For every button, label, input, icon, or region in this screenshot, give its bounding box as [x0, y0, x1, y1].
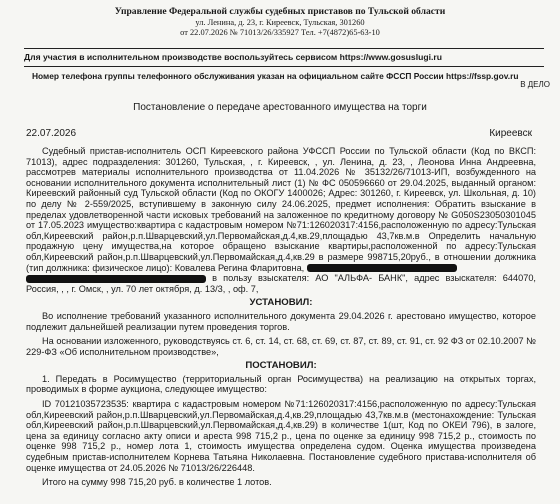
divider — [24, 48, 544, 49]
letterhead — [12, 6, 548, 38]
paragraph-property: ID 70121035723535: квартира с кадастровым номером №71:126020317:4156,расположенную по адресу:Тульская обл,Киреевский район,р.п.Шварцевский,ул.Первомайская,д.4,кв.29,площадью 43,7кв.м.в (местонахождение: Тульская обл,Киреевский район,р.п.Шварцевский,ул.Первомайская,д.4,кв.29) в количестве 1(шт, Код по ОКЕИ 796), в залоге, цена за единицу согласно акту описи и ареста 998 715,2 р., цена по оценке за единицу 998 715,2 р., стоимость по оценке 998 715,2 р., номер лота 1, стоимость имущества определена судом. Оценка имущества произведена судебным пристав-исполнителем Корнева Татьяна Николаевна. Постановление судебного пристава-исполнителя об оценке имущества от 24.05.2026 № 71013/26/226448. — [26, 399, 536, 473]
filing-stamp: В ДЕЛО — [520, 80, 550, 89]
document-date: 22.07.2026 — [26, 128, 77, 139]
heading-postanovil: ПОСТАНОВИЛ: — [245, 360, 317, 372]
paragraph-creditor — [26, 273, 536, 294]
paragraph-decision: 1. Передать в Росимущество (территориальный орган Росимущества) на реализацию на открытых торгах, проводимых в форме аукциона, следующее имущество: — [26, 373, 536, 395]
letterhead-ref: от 22.07.2026 № 71013/26/335927 Тел. +7(4872)65-63-10 — [180, 28, 380, 37]
paragraph-total: Итого на сумму 998 715,20 руб. в количестве 1 лотов. — [42, 477, 272, 488]
letterhead-org: Управление Федеральной службы судебных приставов по Тульской области — [114, 6, 446, 17]
document-title: Постановление о передаче арестованного имущества на торги — [133, 102, 427, 113]
paragraph-established: Во исполнение требований указанного исполнительного документа 29.04.2026 г. арестовано имущество, которое подлежит дальнейшей реализации путем проведения торгов. — [26, 310, 536, 332]
creditor-text: в пользу взыскателя: АО "АЛЬФА- БАНК", адрес взыскателя: 644070, — [212, 273, 536, 284]
divider — [24, 66, 544, 67]
creditor-address: Россия, , , г. Омск, , ул. 70 лет октября, д. 13/3, , оф. 7, — [26, 283, 259, 294]
gosuslugi-note: Для участия в исполнительном производстве воспользуйтесь сервисом https://www.gosuslugi.ru — [24, 52, 442, 62]
paragraph-preamble — [26, 146, 536, 273]
heading-ustanovil: УСТАНОВИЛ: — [249, 297, 313, 309]
redaction-bar — [307, 264, 457, 272]
redaction-bar — [26, 275, 206, 283]
phone-note: Номер телефона группы телефонного обслуживания указан на официальном сайте ФССП России https://fssp.gov.ru — [32, 71, 519, 81]
preamble-text: Судебный пристав-исполнитель ОСП Киреевского района УФССП России по Тульской области (Код по ВКСП: 71013), адрес подразделения: 301260, Тульская, , г. Киреевск, , ул. Ленина, д. 23, , Леонова Инна Андреевна, рассмотрев материалы исполнительного производства от 11.04.2026 № 35132/26/71013-ИП, возбужденного на основании исполнительного документа исполнительный лист (1) № ФС 050596660 от 29.04.2025, выданный органом: Киреевский районный суд Тульской области (Код по ОКОГУ 1400026; Адрес: 301260, г. Киреевск, ул. Школьная, д. 10) по делу № 2-559/2025, вступившему в законную силу 24.06.2025, предмет исполнения: Обратить взыскание в пределах удовлетворенной части исковых требований на заложенное по кредитному договору № G050S23050301045 от 17.05.2023 имущество:квартира с кадастровым номером №71:126020317:4156,расположенную по адресу:Тульская обл,Киреевский район,р.п.Шварцевский,ул.Первомайская,д.4,кв.29,площадью 43,7кв.м.в Определить начальную продажную цену имущества,на которое обращено взыскание квартиры,расположенной по адресу:Тульская обл,Киреевский район,р.п.Шварцевский,ул.Первомайская,д.4,кв.29 в размере 998715,20руб., в отношении должника (тип должника: физическое лицо): Ковалева Регина Фларитовна, — [26, 146, 536, 273]
letterhead-address: ул. Ленина, д. 23, г. Киреевск, Тульская, 301260 — [195, 18, 365, 27]
document-city: Киреевск — [489, 128, 532, 139]
document-body — [26, 146, 536, 488]
paragraph-legal-basis: На основании изложенного, руководствуясь ст. 6, ст. 14, ст. 68, ст. 69, ст. 87, ст. 89, ст. 91, ст. 92 ФЗ от 02.10.2007 № 229-ФЗ «Об исполнительном производстве», — [26, 336, 536, 357]
